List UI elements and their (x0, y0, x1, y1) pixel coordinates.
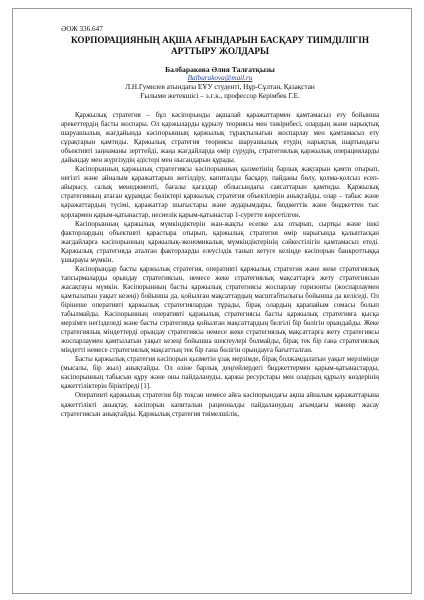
udc-code: ӘОЖ 336.647 (61, 25, 103, 33)
body-paragraph: Кәсіпорындар басты қаржылық стратегия, оперативті қаржылық стратегия және жеке стратегиялық тапсырмаларды орындау стратегиясын, немесе жеке стратегиялық мақсаттарға жету стратегиясын жасақтауы мүмкін. Кәсіпорынның басты қаржылық стратегиясы жоспарлау горизонты (жоспарлаумен қамтылатын уақыт кезеңі) бойынша да, қойылған мақсаттардың масштабтылығы бойынша да келіседі. Ол бірінеше оперативті қаржылық стратегиялардан тұрады, бірақ олардың қарапайым сомасы болып табылмайды. Кәсіпорынның оперативті қаржылық стратегиясы басты қаржылық стратегияға қысқа мерзімге негізделеді және басты стратегияда қойылған мақсаттардың белгілі бір бөлігін орындайды. Жеке стратегиялық міндеттерді орындау стратегиясы немесе жеке стратегиялық мақсаттарға жету стратегиясы жоспарлаумен қамтылатын уақыт кезеңі бойынша шектеулері болмайды, бірақ тек бір ғана стратегиялық міндетті немесе стратегиялық мақсаттың тек бір ғана бөлігін орындауға бағытталған. (61, 265, 379, 355)
paper-body (61, 111, 379, 419)
paper-title: КОРПОРАЦИЯНЫҢ АҚША АҒЫНДАРЫН БАСҚАРУ ТИІМДІЛІГІН АРТТЫРУ ЖОЛДАРЫ (71, 35, 369, 56)
scientific-supervisor: Ғылыми жетекшісі – э.ғ.к., профессор Керімбек Г.Е. (140, 92, 300, 100)
author-name: Балбаракова Әлия Талғатқызы (165, 65, 275, 74)
author-affiliation: Л.Н.Гумилев атындағы ЕҰУ студенті, Нұр-Сұлтан, Қазақстан (125, 83, 315, 91)
page-content (61, 25, 379, 419)
body-paragraph: Оперативті қаржылық стратегия бір тоқсан немесе айға кәсіпорындағы ақша айналым қаражаттарына қажеттілікті анықтау, кәсіпорын капиталын рационалды пайдаланудың ағымдағы маневр жасау стратегиясын анықтайды. Қаржылық стратегия тиімелшілік, (61, 392, 379, 418)
body-paragraph: Кәсіпорынның қаржылық мүмкіндіктерін жан-жақты есепке ала отырып, сыртқы және ішкі факторлардың объективті қарастыра отырып, қаржылық стратегия өмір нарығында қалыптасқан жағдайларға кәсіпорынның қаржылық-экономикалық мүмкіндіктерінің сәйкестілігін қамтамасыз етеді. Қаржылық стратегияда аталған факторларды елеусіздік танып кетуге келіңде кәсіпорын банкроттыққа ұшырауы мүмкін. (61, 220, 379, 264)
body-paragraph: Басты қаржылық стратегия кәсіпорын қызметін ұзақ мерзімде, бірақ болжамдалатын уақыт мерзімінде (мысалы, бір жыл) анықтайды. Ол өзіне барлық деңгейлердегі бюджеттермен қарым-қатынастарды, кәсіпорынның табысын құру және оны пайдалануды, қаржы ресурстары мен олардың құрылу көздерінің қажеттіліктерін біріктіреді [1]. (61, 356, 379, 391)
author-email[interactable]: Balbarakova@mail.ru (187, 74, 253, 82)
document-page (12, 8, 412, 594)
body-paragraph: Кәсіпорынның қаржылық стратегиясы кәсіпорынның қызметінің барлық жақтарын қамти отырып, негізгі және айналым қаражаттарын жетілдіру, капиталды басқару, пайданы бөлу, қолма-қолсыз есеп-айырысу, салық менеджменті, бағалы қағаздар облысындағы саясаттарын қамтиды. Қаржылық стратегияның атаған құрамдас бөліктері қаржылық стратегия объектілерін анықтайды, олар – табыс және қаражаттардың түсімі, қаражаттар шығыстары және аударымдары, бюджеттік және бюджеттен тыс қорлармен қарым-қатынастар, несиелік қарым-қатынастар 1-суретте көрсетілген. (61, 166, 379, 219)
body-paragraph: Қаржылық стратегия – бұл кәсіпорынды ақшалай қаражаттармен қамтамасыз ету бойынша әрекеттердің басты жоспары. Ол қаржыларды құрылу теориясы мен тәжірибесі, олардың және нарықтық шаруашылық жағдайында кәсіпорынның қаржылық тұрақтылығын жоспарлау мен қамтамасыз ету сұрақтарын қамтиды. Қаржылық стратегия теориясы шаруашылық етудің нарықтық шартындағы объективті заңнаманы зерттейді, жаңа жағдайларда өмір сүрудің, стратегиялық қаржылық операцияларды дайындау мен жүргізудің әдістері мен нысандарын құрады. (61, 112, 379, 165)
